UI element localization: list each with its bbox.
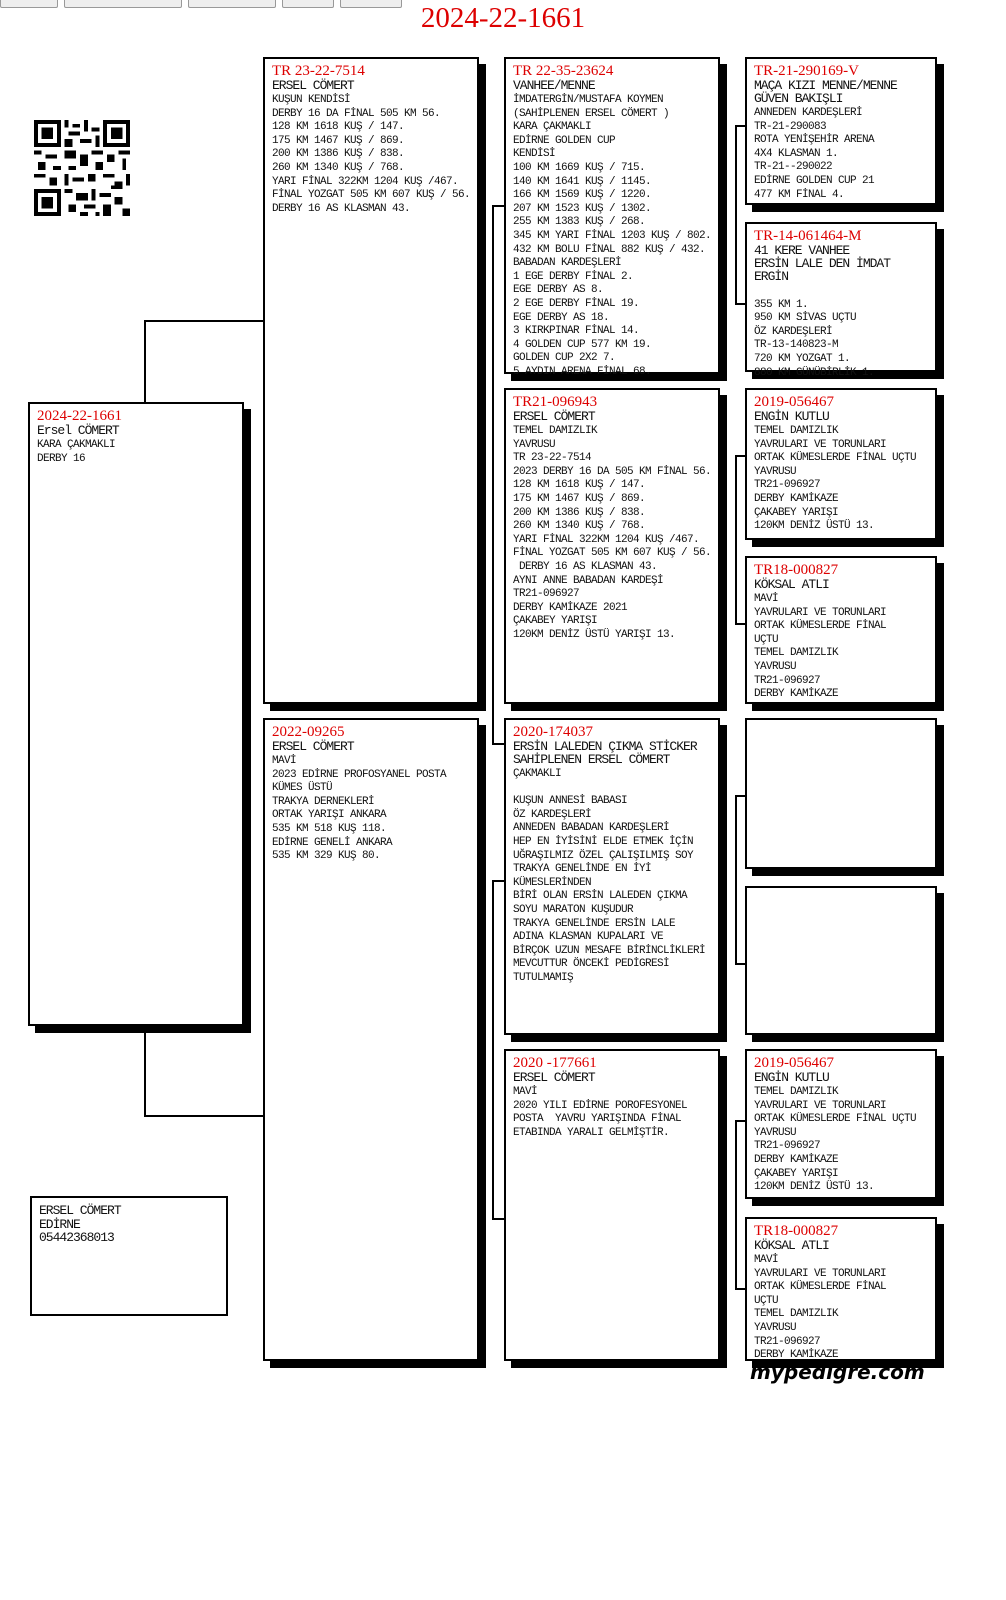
note-line: ÖZ KARDEŞLERİ [513,808,592,821]
connector-line [144,320,264,322]
bird-notes [754,285,935,380]
note-line: ÖZ KARDEŞLERİ [754,325,833,338]
note-line: 720 KM YOZGAT 1. [754,352,851,365]
bird-id: 2019-056467 [754,394,834,410]
bird-name: ERSEL CÖMERT [513,1070,595,1085]
bird-name: ERSEL CÖMERT [272,78,354,93]
note-line: KARA ÇAKMAKLI [513,121,592,134]
bird-notes [513,768,718,986]
owner-name: ERSEL CÖMERT [39,1203,121,1218]
bird-name: KÖKSAL ATLI [754,577,829,592]
note-line: TEMEL DAMIZLIK [513,425,598,437]
note-line: TRAKYA GENELİNDE EN İYİ [513,863,652,876]
pedigree-box-dd-sire[interactable] [745,1049,937,1199]
pedigree-box-sire-sire[interactable] [504,57,720,378]
note-line: 345 KM YARI FİNAL 1203 KUŞ / 802. [513,229,712,242]
note-line: TR21-096927 [754,674,821,687]
pedigree-box-sire-dam[interactable] [504,388,720,704]
note-line: TR21-096927 [513,588,580,601]
note-line: MAVİ [513,1086,538,1098]
connector-line [735,623,745,625]
note-line: YAVRUSU [754,1126,797,1139]
note-line: 166 KM 1569 KUŞ / 1220. [513,189,652,202]
bird-notes [513,425,718,643]
note-line: 2023 DERBY 16 DA 505 KM FİNAL 56. [513,465,712,478]
note-line: EDİRNE GENELİ ANKARA [272,836,393,849]
note-line: YARI FİNAL 322KM 1204 KUŞ /467. [272,175,459,188]
pedigree-box-empty[interactable] [745,886,937,1035]
connector-line [735,455,745,457]
connector-line [144,1115,264,1117]
note-line: AYNI ANNE BABADAN KARDEŞİ [513,574,664,587]
note-line: 200 KM 1386 KUŞ / 838. [272,148,405,161]
note-line: 2 EGE DERBY FİNAL 19. [513,297,640,310]
note-line: YAVRULARI VE TORUNLARI [754,606,887,619]
pedigree-box-ss-dam[interactable] [745,222,937,379]
note-line: KENDİSİ [513,148,556,161]
note-line: 2020 YILI EDİRNE POROFESYONEL [513,1099,688,1112]
bird-notes [272,94,477,216]
note-line: FİNAL YOZGAT 505 KM 607 KUŞ / 56. [513,547,712,560]
note-line: MAVİ [754,1254,779,1266]
pedigree-box-dd-dam[interactable] [745,1217,937,1361]
bird-name: KÖKSAL ATLI [754,1238,829,1253]
brand-watermark: mypedigre.com [750,1360,925,1384]
connector-line [735,303,745,305]
connector-line [492,880,494,1220]
note-line: ETABINDA YARALI GELMİŞTİR. [513,1126,670,1139]
note-line: 207 KM 1523 KUŞ / 1302. [513,202,652,215]
note-line: 4 GOLDEN CUP 577 KM 19. [513,338,652,351]
bird-name: VANHEE/MENNE [513,78,595,93]
bird-name: MAÇA KIZI MENNE/MENNE [754,78,897,93]
bird-name: ERGİN [754,269,789,284]
note-line: ADINA KLASMAN KUPALARI VE [513,931,664,944]
note-line [754,285,935,299]
note-line: 260 KM 1340 KUŞ / 768. [272,161,405,174]
note-line: TRAKYA DERNEKLERİ [272,795,375,808]
bird-notes [37,439,242,466]
note-line: TEMEL DAMIZLIK [754,647,839,660]
note-line: MAVİ [272,755,297,767]
note-line: YAVRUSU [754,465,797,478]
note-line: İMDATERGİN/MUSTAFA KOYMEN [513,94,664,106]
note-line: 1 EGE DERBY FİNAL 2. [513,270,634,283]
note-line: BABADAN KARDEŞLERİ [513,257,622,270]
note-line: DERBY 16 DA FİNAL 505 KM 56. [272,107,441,120]
note-line: 3 KIRKPINAR FİNAL 14. [513,325,640,338]
pedigree-box-sd-dam[interactable] [745,556,937,704]
bird-notes [754,107,935,202]
connector-line [735,795,737,965]
note-line: ORTAK YARIŞI ANKARA [272,809,387,822]
note-line: 128 KM 1618 KUŞ / 147. [272,121,405,134]
bird-id: TR18-000827 [754,1223,839,1239]
connector-line [492,205,504,207]
note-line: ROTA YENİŞEHİR ARENA [754,134,875,147]
note-line: 100 KM 1669 KUŞ / 715. [513,161,646,174]
bird-id: TR-21-290169-V [754,63,859,79]
note-line: ORTAK KÜMESLERDE FİNAL [754,1281,887,1294]
note-line: YAVRUSU [513,438,556,451]
connector-line [492,205,494,745]
note-line: 355 KM 1. [754,298,809,311]
note-line: TR-21-290083 [754,120,827,133]
connector-line [735,795,745,797]
bird-notes [754,1254,935,1363]
bird-notes [754,1086,935,1195]
bird-id: TR 22-35-23624 [513,63,614,79]
note-line: DERBY KAMİKAZE [754,688,839,701]
note-line: YARI FİNAL 322KM 1204 KUŞ /467. [513,533,700,546]
connector-line [735,455,737,625]
bird-name: SAHİPLENEN ERSEL CÖMERT [513,752,670,767]
pedigree-box-ss-sire[interactable] [745,57,937,205]
note-line: KUŞUN KENDİSİ [272,94,351,106]
connector-line [735,125,745,127]
bird-notes [754,593,935,702]
note-line: TR21-096927 [754,1140,821,1153]
connector-line [735,963,745,965]
note-line: TR21-096927 [754,1335,821,1348]
note-line: 128 KM 1618 KUŞ / 147. [513,479,646,492]
note-line: 255 KM 1383 KUŞ / 268. [513,216,646,229]
note-line: ORTAK KÜMESLERDE FİNAL [754,620,887,633]
bird-name: ENGİN KUTLU [754,409,829,424]
note-line: TR21-096927 [754,479,821,492]
bird-id: 2020-174037 [513,724,593,740]
note-line: ÇAKMAKLI [513,768,562,780]
note-line: YAVRULARI VE TORUNLARI [754,438,887,451]
note-line: ANNEDEN KARDEŞLERİ [754,107,863,119]
bird-name: GÜVEN BAKIŞLI [754,91,843,106]
note-line: EDİRNE GOLDEN CUP 21 [754,174,875,187]
note-line: ORTAK KÜMESLERDE FİNAL UÇTU [754,452,917,465]
note-line: BİRÇOK UZUN MESAFE BİRİNCLİKLERİ [513,944,706,957]
note-line: TUTULMAMIŞ [513,971,574,984]
connector-line [144,320,146,402]
note-line: ÇAKABEY YARIŞI [754,1167,839,1180]
note-line: FİNAL YOZGAT 505 KM 607 KUŞ / 56. [272,189,471,202]
note-line: TR-21--290022 [754,161,833,174]
note-line: 120KM DENİZ ÜSTÜ YARIŞI 13. [513,628,676,641]
note-line: ÇAKABEY YARIŞI [513,615,598,628]
bird-id: TR 23-22-7514 [272,63,365,79]
note-line: ÇAKABEY YARIŞI [754,506,839,519]
note-line: 432 KM BOLU FİNAL 882 KUŞ / 432. [513,243,706,256]
connector-line [492,1218,504,1220]
note-line: 5 AYDIN ARENA FİNAL 68. [513,365,652,378]
note-line: 200 KM 1386 KUŞ / 838. [513,506,646,519]
note-line: SOYU MARATON KUŞUDUR [513,903,634,916]
bird-name: ERSİN LALEDEN ÇIKMA STİCKER [513,739,697,754]
note-line: DERBY 16 AS KLASMAN 43. [513,560,658,573]
bird-id: 2022-09265 [272,724,345,740]
pedigree-box-sd-sire[interactable] [745,388,937,540]
owner-phone: 05442368013 [39,1230,114,1245]
bird-id: TR21-096943 [513,394,598,410]
note-line: 535 KM 518 KUŞ 118. [272,822,387,835]
note-line: 120KM DENİZ ÜSTÜ 13. [754,1181,875,1194]
pedigree-box-dam-sire[interactable] [504,718,720,1035]
note-line: KÜMES ÜSTÜ [272,782,333,795]
bird-name: ERSEL CÖMERT [513,409,595,424]
bird-name: Ersel CÖMERT [37,423,119,438]
note-line: TRAKYA GENELİNDE ERSİN LALE [513,917,676,930]
note-line: TR 23-22-7514 [513,452,592,465]
pedigree-box-dam[interactable] [263,718,479,1361]
note-line: 880 KM GÜNÜBİRLİK 1. [754,366,875,379]
note-line: DERBY KAMİKAZE [754,492,839,505]
note-line: 175 KM 1467 KUŞ / 869. [513,492,646,505]
connector-line [735,1120,737,1290]
note-line: 140 KM 1641 KUŞ / 1145. [513,175,652,188]
note-line: UĞRAŞILMIZ ÖZEL ÇALIŞILMIŞ SOY [513,849,694,862]
connector-line [735,1120,745,1122]
pedigree-box-empty[interactable] [745,718,937,869]
owner-info-box [30,1196,228,1316]
bird-id: 2020 -177661 [513,1055,597,1071]
note-line: TEMEL DAMIZLIK [754,425,839,437]
owner-city: EDİRNE [39,1216,80,1232]
note-line: UÇTU [754,1294,779,1307]
note-line [513,782,718,796]
note-line: UÇTU [754,633,779,646]
note-line: 2023 EDİRNE PROFOSYANEL POSTA [272,768,447,781]
note-line: DERBY 16 [37,452,86,465]
bird-name: ERSİN LALE DEN İMDAT [754,256,891,271]
pedigree-box-dam-dam[interactable] [504,1049,720,1361]
connector-line [735,1288,745,1290]
note-line: EGE DERBY AS 18. [513,311,610,324]
bird-notes [272,755,477,864]
connector-line [144,1026,146,1116]
page-title: 2024-22-1661 [420,2,586,34]
note-line: 535 KM 329 KUŞ 80. [272,850,381,863]
connector-line [735,125,737,305]
note-line: ORTAK KÜMESLERDE FİNAL UÇTU [754,1113,917,1126]
connector-line [492,880,504,882]
bird-name: ENGİN KUTLU [754,1070,829,1085]
bird-id: 2024-22-1661 [37,408,122,424]
note-line: POSTA YAVRU YARIŞINDA FİNAL [513,1113,682,1126]
note-line: DERBY KAMİKAZE [754,1153,839,1166]
bird-id: 2019-056467 [754,1055,834,1071]
note-line: MAVİ [754,593,779,605]
bird-id: TR18-000827 [754,562,839,578]
note-line: YAVRULARI VE TORUNLARI [754,1099,887,1112]
note-line: BİRİ OLAN ERSİN LALEDEN ÇIKMA [513,890,688,903]
note-line: EDİRNE GOLDEN CUP [513,134,616,147]
note-line: EGE DERBY AS 8. [513,284,604,297]
note-line: YAVRUSU [754,660,797,673]
note-line: 175 KM 1467 KUŞ / 869. [272,134,405,147]
note-line: ANNEDEN BABADAN KARDEŞLERİ [513,822,670,835]
note-line: DERBY KAMİKAZE 2021 [513,601,628,614]
note-line: 477 KM FİNAL 4. [754,188,845,201]
note-line: HEP EN İYİSİNİ ELDE ETMEK İÇİN [513,835,694,848]
bird-notes [513,94,718,379]
note-line: TR-13-140823-M [754,339,839,352]
note-line: TEMEL DAMIZLIK [754,1086,839,1098]
bird-name: ERSEL CÖMERT [272,739,354,754]
connector-line [492,743,504,745]
note-line: 4X4 KLASMAN 1. [754,147,839,160]
note-line: 260 KM 1340 KUŞ / 768. [513,520,646,533]
note-line: GOLDEN CUP 2X2 7. [513,352,616,365]
qr-code-icon [34,120,130,216]
note-line: KARA ÇAKMAKLI [37,439,116,451]
bird-id: TR-14-061464-M [754,228,862,244]
bird-notes [754,425,935,534]
note-line: KUŞUN ANNESİ BABASI [513,795,628,808]
note-line: 950 KM SİVAS UÇTU [754,312,857,325]
pedigree-box-sire[interactable] [263,57,479,704]
note-line: DERBY KAMİKAZE [754,1349,839,1362]
note-line: YAVRULARI VE TORUNLARI [754,1267,887,1280]
note-line: TEMEL DAMIZLIK [754,1308,839,1321]
bird-notes [513,1086,718,1140]
note-line: KÜMESLERİNDEN [513,876,592,889]
bird-name: 41 KERE VANHEE [754,243,850,258]
note-line: MEVCUTTUR ÖNCEKİ PEDİGRESİ [513,958,670,971]
note-line: DERBY 16 AS KLASMAN 43. [272,202,411,215]
note-line: (SAHİPLENEN ERSEL CÖMERT ) [513,107,670,120]
pedigree-box-subject[interactable] [28,402,244,1026]
note-line: YAVRUSU [754,1321,797,1334]
note-line: 120KM DENİZ ÜSTÜ 13. [754,520,875,533]
